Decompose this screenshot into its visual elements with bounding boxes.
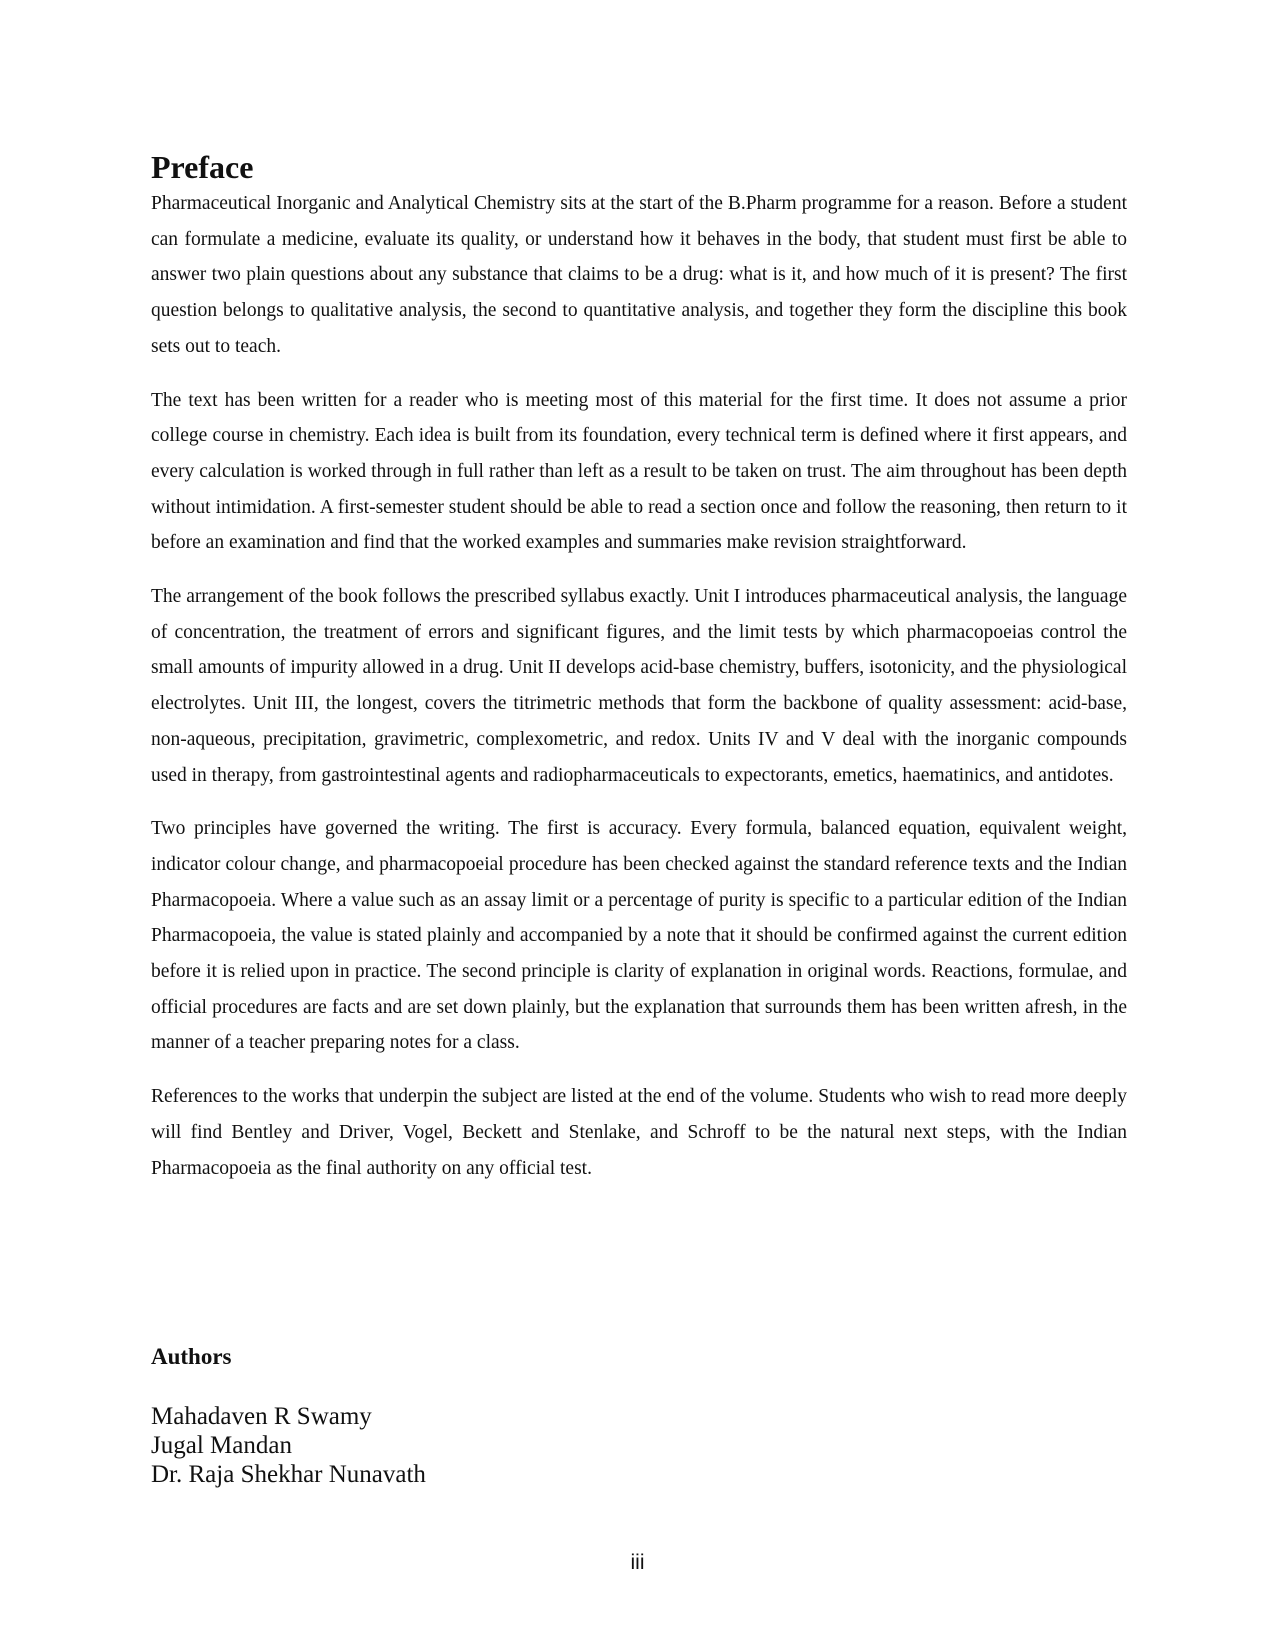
author-name: Dr. Raja Shekhar Nunavath	[151, 1461, 426, 1488]
author-name: Mahadaven R Swamy	[151, 1403, 372, 1430]
paragraph-4: Two principles have governed the writing. The first is accuracy. Every formula, balanced equation, equivalent weight, indicator colour change, and pharmacopoeial procedure has been checked against the standard reference texts and the Indian Pharmacopoeia. Where a value such as an assay limit or a percentage of purity is specific to a particular edition of the Indian Pharmacopoeia, the value is stated plainly and accompanied by a note that it should be confirmed against the current edition before it is relied upon in practice. The second principle is clarity of explanation in original words. Reactions, formulae, and official procedures are facts and are set down plainly, but the explanation that surrounds them has been written afresh, in the manner of a teacher preparing notes for a class.	[151, 818, 1127, 1054]
authors-heading: Authors	[151, 1344, 232, 1369]
paragraph-2: The text has been written for a reader who is meeting most of this material for the first time. It does not assume a prior college course in chemistry. Each idea is built from its foundation, every technical term is defined where it first appears, and every calculation is worked through in full rather than left as a result to be taken on trust. The aim throughout has been depth without intimidation. A first-semester student should be able to read a section once and follow the reasoning, then return to it before an examination and find that the worked examples and summaries make revision straightforward.	[151, 389, 1127, 554]
paragraph-3: The arrangement of the book follows the prescribed syllabus exactly. Unit I introduces pharmaceutical analysis, the language of concentration, the treatment of errors and significant figures, and the limit tests by which pharmacopoeias control the small amounts of impurity allowed in a drug. Unit II develops acid-base chemistry, buffers, isotonicity, and the physiological electrolytes. Unit III, the longest, covers the titrimetric methods that form the backbone of quality assessment: acid-base, non-aqueous, precipitation, gravimetric, complexometric, and redox. Units IV and V deal with the inorganic compounds used in therapy, from gastrointestinal agents and radiopharmaceuticals to expectorants, emetics, haematinics, and antidotes.	[151, 586, 1127, 786]
authors-section	[151, 1342, 1051, 1488]
preface-section	[151, 148, 1127, 1186]
page-title: Preface	[151, 149, 254, 185]
paragraph-5: References to the works that underpin the subject are listed at the end of the volume. Students who wish to read more deeply will find Bentley and Driver, Vogel, Beckett and Stenlake, and Schroff to be the natural next steps, with the Indian Pharmacopoeia as the final authority on any official test.	[151, 1086, 1127, 1179]
paragraph-1: Pharmaceutical Inorganic and Analytical Chemistry sits at the start of the B.Pharm programme for a reason. Before a student can formulate a medicine, evaluate its quality, or understand how it behaves in the body, that student must first be able to answer two plain questions about any substance that claims to be a drug: what is it, and how much of it is present? The first question belongs to qualitative analysis, the second to quantitative analysis, and together they form the discipline this book sets out to teach.	[151, 193, 1127, 357]
author-name: Jugal Mandan	[151, 1432, 292, 1459]
author-list	[151, 1402, 426, 1489]
page-number: iii	[630, 1551, 645, 1574]
